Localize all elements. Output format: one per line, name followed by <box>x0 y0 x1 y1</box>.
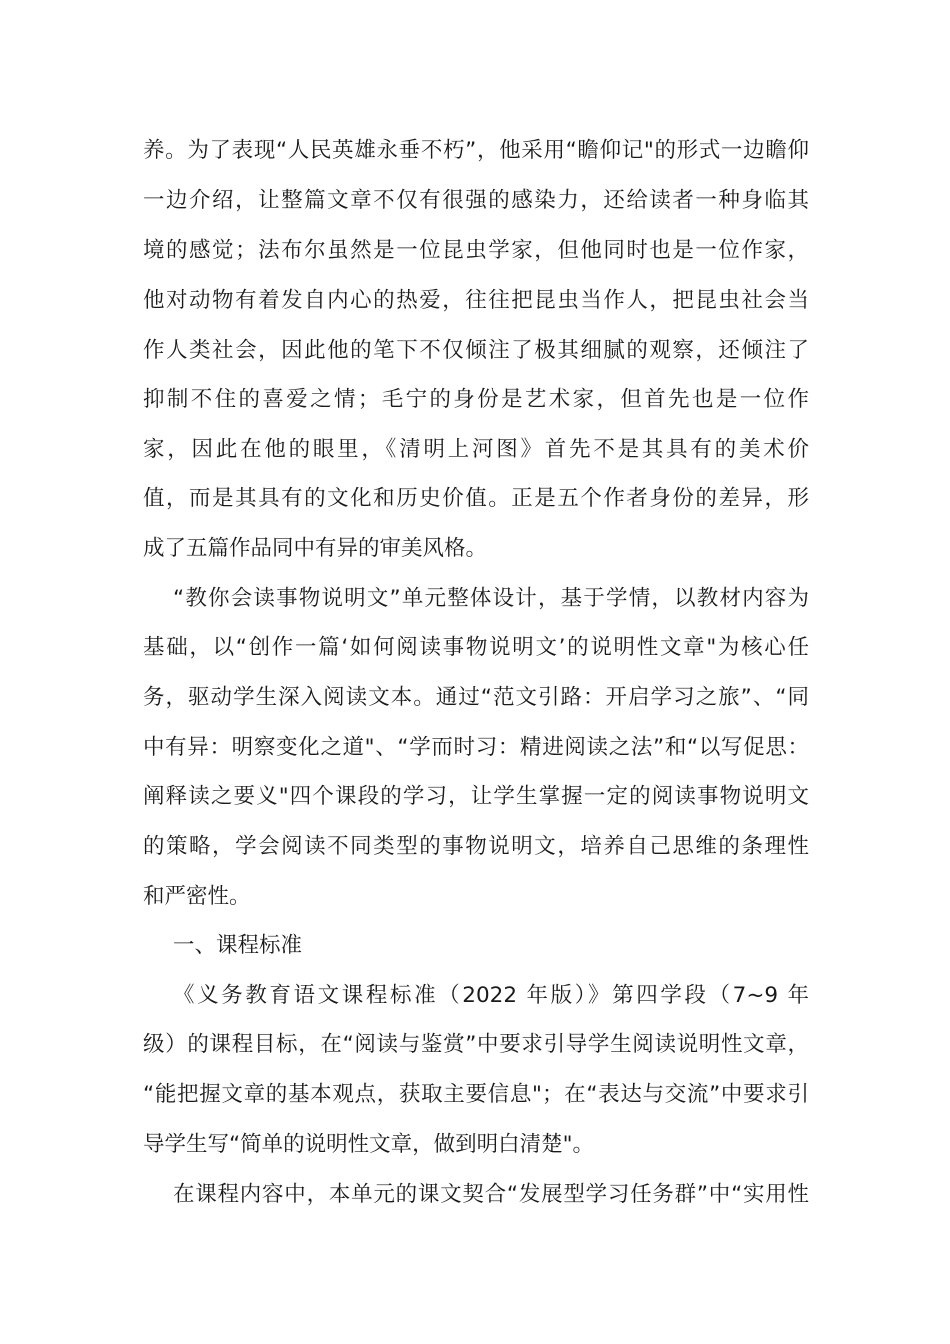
text-line: 境的感觉；法布尔虽然是一位昆虫学家，但他同时也是一位作家， <box>143 238 809 263</box>
text-line: 值，而是其具有的文化和历史价值。正是五个作者身份的差异，形 <box>143 486 809 511</box>
text-line: 他对动物有着发自内心的热爱，往往把昆虫当作人，把昆虫社会当 <box>143 288 809 313</box>
text-line: 养。为了表现“人民英雄永垂不朽”，他采用“瞻仰记"的形式一边瞻仰 <box>143 138 809 163</box>
text-line: 一边介绍，让整篇文章不仅有很强的感染力，还给读者一种身临其 <box>143 188 809 213</box>
text-line: 的策略，学会阅读不同类型的事物说明文，培养自己思维的条理性 <box>143 834 809 859</box>
text-line: 家，因此在他的眼里，《清明上河图》首先不是其具有的美术价 <box>143 437 809 462</box>
text-line: 基础，以“创作一篇‘如何阅读事物说明文’的说明性文章"为核心任 <box>143 635 809 660</box>
text-line: 和严密性。 <box>143 884 251 909</box>
text-line: 导学生写“简单的说明性文章，做到明白清楚"。 <box>143 1132 595 1157</box>
text-line: “能把握文章的基本观点，获取主要信息"；在“表达与交流”中要求引 <box>143 1082 809 1107</box>
text-line: 级）的课程目标，在“阅读与鉴赏”中要求引导学生阅读说明性文章， <box>143 1032 809 1057</box>
section-heading: 一、课程标准 <box>173 933 303 958</box>
text-line: 阐释读之要义"四个课段的学习，让学生掌握一定的阅读事物说明文 <box>143 784 809 809</box>
text-line: 作人类社会，因此他的笔下不仅倾注了极其细腻的观察，还倾注了 <box>143 338 809 363</box>
paragraph-first-line: 在课程内容中，本单元的课文契合“发展型学习任务群”中“实用性 <box>173 1182 809 1207</box>
text-line: 抑制不住的喜爱之情；毛宁的身份是艺术家，但首先也是一位作 <box>143 387 809 412</box>
text-line: 中有异：明察变化之道"、“学而时习：精进阅读之法”和“以写促思： <box>143 735 809 760</box>
text-line: 成了五篇作品同中有异的审美风格。 <box>143 536 488 561</box>
text-line: 务，驱动学生深入阅读文本。通过“范文引路：开启学习之旅”、“同 <box>143 685 809 710</box>
paragraph-first-line: “教你会读事物说明文”单元整体设计，基于学情，以教材内容为 <box>173 586 809 611</box>
paragraph-first-line: 《义务教育语文课程标准（2022 年版）》第四学段（7~9 年 <box>173 983 809 1008</box>
